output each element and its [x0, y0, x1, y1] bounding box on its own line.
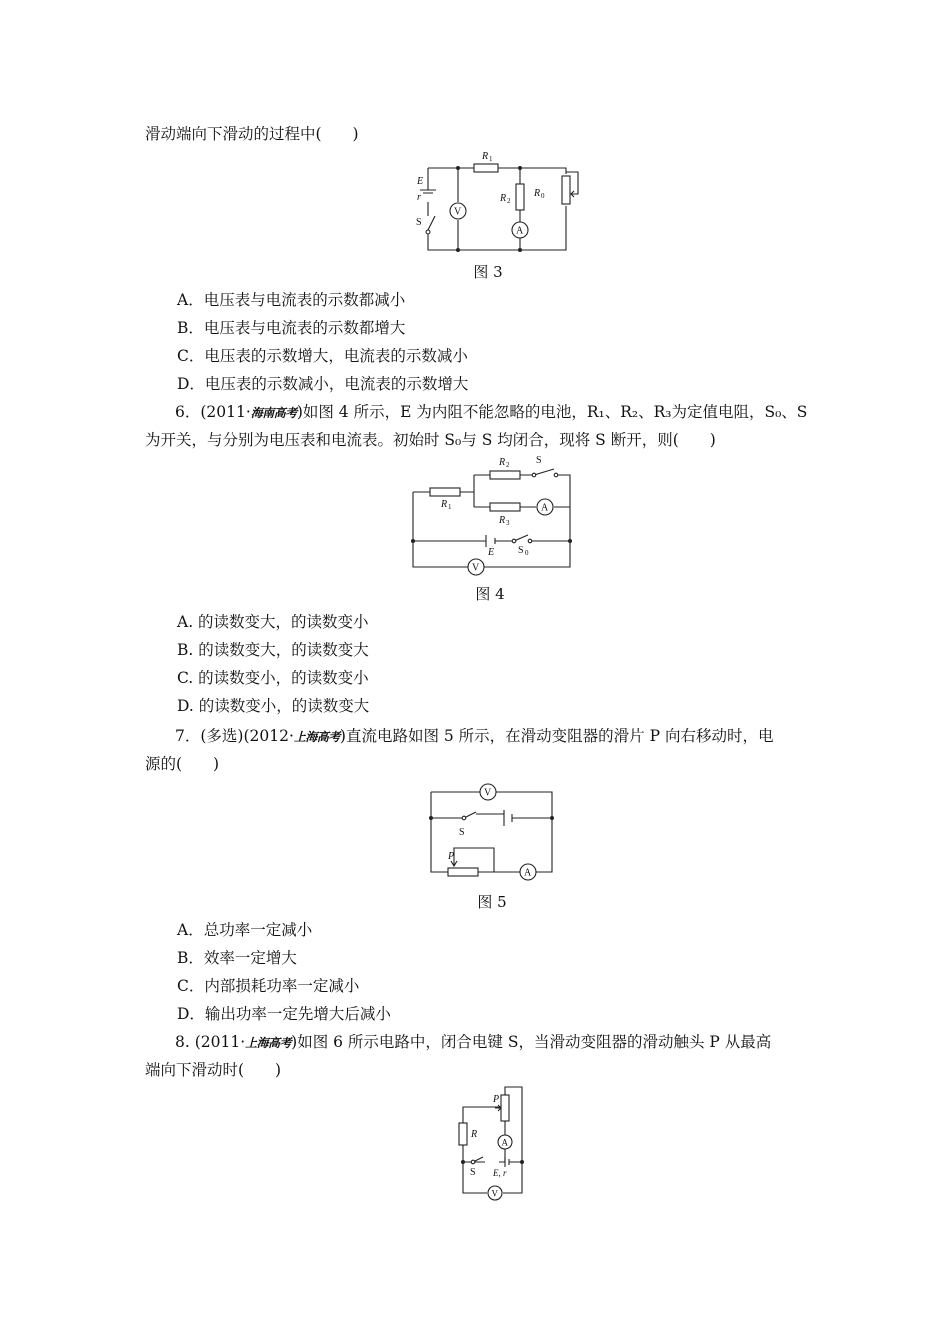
svg-text:R: R — [534, 188, 541, 199]
q6-source: 海南高考 — [250, 406, 297, 420]
svg-text:R: R — [482, 151, 489, 162]
svg-text:S: S — [518, 545, 524, 556]
q7-option-c: C．内部损耗功率一定减小 — [177, 977, 360, 995]
switch-s — [428, 216, 435, 230]
q6-option-a: A. 的读数变大，的读数变小 — [177, 613, 369, 631]
svg-text:E: E — [417, 176, 424, 187]
svg-text:R: R — [500, 193, 507, 204]
svg-text:S: S — [536, 455, 542, 466]
svg-text:V: V — [491, 1188, 498, 1199]
q7-option-b: B．效率一定增大 — [177, 949, 297, 967]
svg-text:A: A — [501, 1137, 508, 1148]
svg-text:2: 2 — [507, 197, 511, 205]
svg-text:r: r — [417, 192, 421, 203]
figure-5-circuit — [428, 780, 558, 885]
svg-text:E: E — [488, 547, 495, 558]
svg-text:A: A — [516, 225, 524, 237]
q6-option-c: C. 的读数变小，的读数变小 — [177, 669, 369, 687]
svg-text:0: 0 — [541, 192, 545, 200]
svg-text:R: R — [471, 1129, 478, 1140]
q7-option-d: D．输出功率一定先增大后减小 — [177, 1005, 391, 1023]
svg-text:1: 1 — [489, 155, 493, 163]
svg-text:E, r: E, r — [493, 1168, 507, 1178]
svg-text:V: V — [472, 562, 480, 574]
rheostat-icon — [448, 868, 478, 876]
q8-source: 上海高考 — [245, 1036, 292, 1050]
svg-text:A: A — [524, 867, 532, 879]
rheostat-icon — [501, 1095, 509, 1121]
svg-text:P: P — [448, 851, 455, 862]
svg-text:0: 0 — [525, 549, 529, 557]
figure-3-caption: 图 3 — [473, 263, 503, 281]
svg-text:3: 3 — [506, 519, 510, 527]
svg-text:P: P — [493, 1094, 500, 1105]
figure-3-circuit — [412, 148, 582, 258]
resistor-r1 — [430, 488, 460, 496]
svg-text:R: R — [499, 515, 506, 526]
svg-text:2: 2 — [506, 461, 510, 469]
q7-source: 上海高考 — [293, 730, 340, 744]
q6-stem-line1: 6．(2011·海南高考)如图 4 所示，E 为内阻不能忽略的电池，R₁、R₂、R₃为定值电阻，S₀、S — [175, 403, 808, 421]
q6-option-d: D. 的读数变小，的读数变大 — [177, 697, 370, 715]
figure-5-caption: 图 5 — [477, 893, 507, 911]
switch-s — [534, 469, 554, 475]
figure-4-caption: 图 4 — [475, 585, 505, 603]
svg-text:S: S — [459, 827, 465, 838]
q5-option-b: B．电压表与电流表的示数都增大 — [177, 319, 406, 337]
resistor-r1 — [474, 164, 498, 172]
resistor-r2 — [516, 184, 524, 210]
svg-text:V: V — [454, 206, 462, 218]
battery-icon — [505, 1157, 509, 1167]
resistor-r3 — [490, 503, 520, 511]
q5-option-c: C．电压表的示数增大，电流表的示数减小 — [177, 347, 468, 365]
q7-stem-line2: 源的( ) — [145, 755, 220, 773]
svg-text:V: V — [484, 787, 492, 799]
q5-continuation: 滑动端向下滑动的过程中( ) — [145, 125, 359, 143]
svg-text:A: A — [541, 502, 549, 514]
q8-stem-line2: 端向下滑动时( ) — [145, 1061, 282, 1079]
battery-icon — [504, 810, 512, 826]
svg-text:1: 1 — [448, 503, 452, 511]
svg-text:S: S — [416, 217, 422, 228]
q7-option-a: A．总功率一定减小 — [177, 921, 313, 939]
figure-4-circuit — [408, 455, 578, 575]
q8-stem-line1: 8. (2011·上海高考)如图 6 所示电路中，闭合电键 S，当滑动变阻器的滑动触头 P 从最高 — [175, 1033, 772, 1051]
resistor-r2 — [490, 471, 520, 479]
battery-e — [486, 535, 495, 547]
q5-option-d: D．电压表的示数减小，电流表的示数增大 — [177, 375, 469, 393]
figure-6-circuit — [455, 1085, 530, 1205]
resistor-r — [459, 1123, 467, 1145]
svg-text:R: R — [499, 457, 506, 468]
q7-stem-line1: 7．(多选)(2012·上海高考)直流电路如图 5 所示，在滑动变阻器的滑片 P 向右移动时，电 — [175, 727, 774, 745]
q6-option-b: B. 的读数变大，的读数变大 — [177, 641, 369, 659]
svg-text:R: R — [441, 499, 448, 510]
svg-text:S: S — [470, 1167, 476, 1178]
q5-option-a: A．电压表与电流表的示数都减小 — [177, 291, 406, 309]
rheostat-r0 — [562, 176, 570, 204]
battery-e — [420, 190, 436, 193]
q6-stem-line2: 为开关，与分别为电压表和电流表。初始时 S₀与 S 均闭合，现将 S 断开，则( ) — [145, 431, 716, 449]
